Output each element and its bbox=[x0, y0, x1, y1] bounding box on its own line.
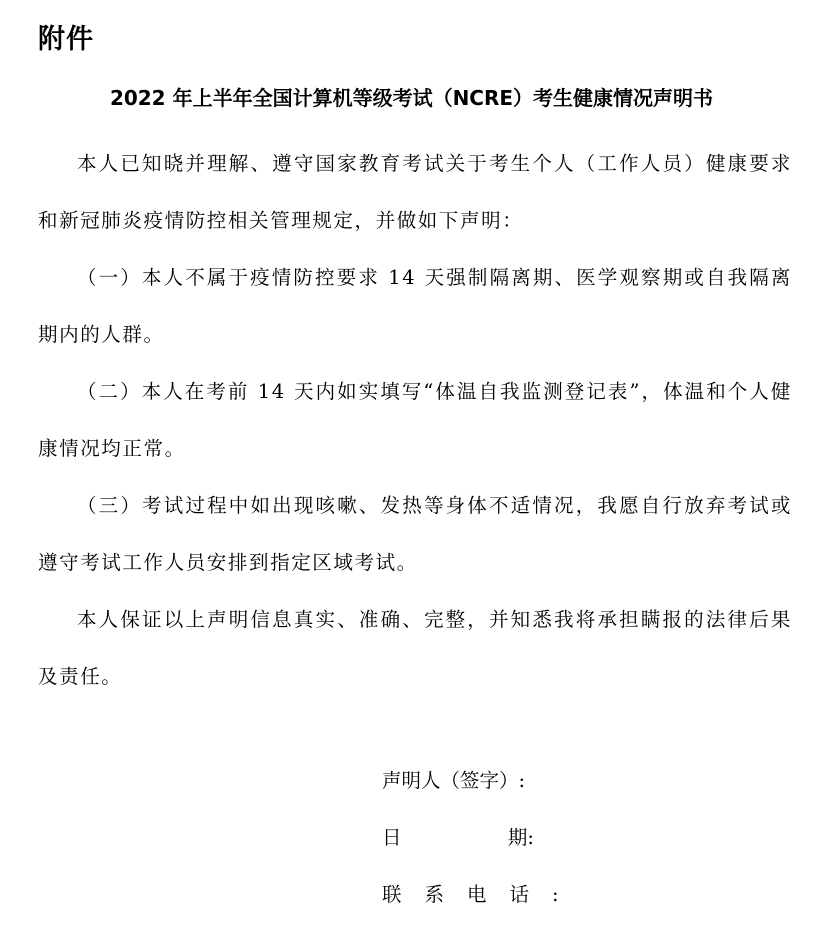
declaration-body bbox=[38, 135, 792, 705]
paragraph-item-1: （一）本人不属于疫情防控要求 14 天强制隔离期、医学观察期或自我隔离期内的人群。 bbox=[38, 266, 792, 346]
phone-label: 联系电话: bbox=[382, 883, 582, 906]
signature-block bbox=[382, 752, 582, 923]
document-title: 2022 年上半年全国计算机等级考试（NCRE）考生健康情况声明书 bbox=[109, 86, 714, 110]
paragraph-intro: 本人已知晓并理解、遵守国家教育考试关于考生个人（工作人员）健康要求和新冠肺炎疫情防控相关管理规定，并做如下声明： bbox=[38, 152, 792, 232]
date-label-second: 期: bbox=[507, 826, 534, 849]
paragraph-guarantee: 本人保证以上声明信息真实、准确、完整，并知悉我将承担瞒报的法律后果及责任。 bbox=[38, 608, 792, 688]
attachment-label: 附件 bbox=[38, 24, 94, 55]
paragraph-item-2: （二）本人在考前 14 天内如实填写“体温自我监测登记表”，体温和个人健康情况均正常。 bbox=[38, 380, 792, 460]
declarant-signature-label: 声明人（签字）: bbox=[382, 769, 526, 792]
paragraph-item-3: （三）考试过程中如出现咳嗽、发热等身体不适情况，我愿自行放弃考试或遵守考试工作人员安排到指定区域考试。 bbox=[38, 494, 792, 574]
date-label-first: 日 bbox=[382, 826, 402, 849]
date-label bbox=[382, 809, 534, 866]
